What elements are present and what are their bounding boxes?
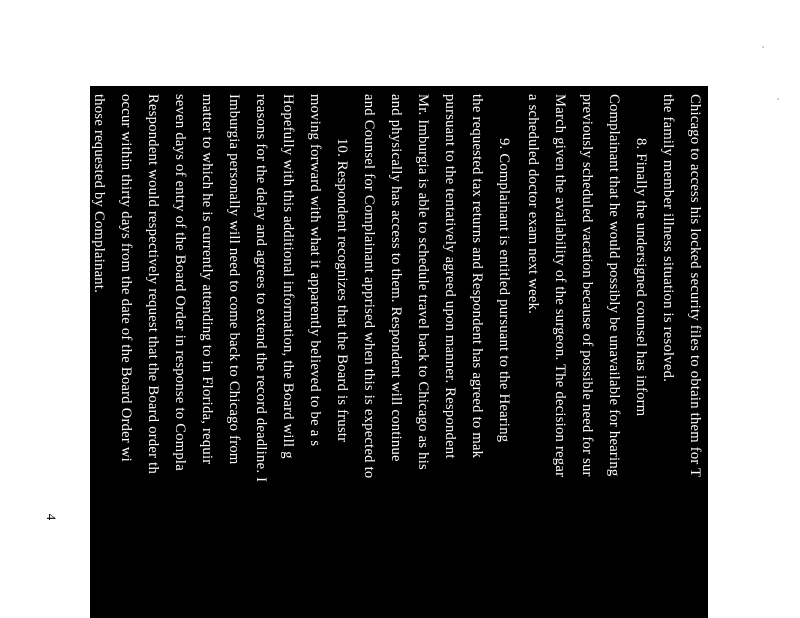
text-line: the family member illness situation is resolved. <box>660 94 676 383</box>
text-line: occur within thirty days from the date of the Board Order wi <box>118 94 134 462</box>
page-number: 4 <box>44 513 59 521</box>
text-line: 10. Respondent recognizes that the Board is frustr <box>334 138 350 443</box>
text-line: Respondent would respectively request that the Board order th <box>145 94 161 474</box>
text-line: previously scheduled vacation because of possible need for sur <box>579 94 595 477</box>
text-line: and physically has access to them. Respondent will continue <box>388 94 404 462</box>
rotated-text-body <box>90 86 708 618</box>
text-line: March given the availability of the surgeon. The decision regar <box>552 94 568 478</box>
text-line: those requested by Complainant. <box>91 94 107 294</box>
text-line: 9. Complainant is entitled pursuant to the Hearing <box>496 138 512 443</box>
text-line: Hopefully with this additional information, the Board will g <box>280 94 296 459</box>
text-line: matter to which he is currently attending to in Florida, requir <box>199 94 215 465</box>
inverted-scan-region <box>90 86 708 618</box>
text-line: reasons for the delay and agrees to extend the record deadline. I <box>253 94 269 483</box>
text-line: the requested tax returns and Respondent has agreed to mak <box>469 94 485 459</box>
text-line: and Counsel for Complainant apprised when this is expected to <box>361 94 377 479</box>
text-line: pursuant to the tentatively agreed upon manner. Respondent <box>442 94 458 459</box>
text-line: moving forward with what it apparently believed to be a s <box>307 94 323 447</box>
text-line: Imburgia personally will need to come back to Chicago from <box>226 94 242 465</box>
text-line: seven days of entry of the Board Order in response to Compla <box>172 94 188 471</box>
text-line: a scheduled doctor exam next week. <box>525 94 541 315</box>
text-line: Mr. Imburgia is able to schedule travel back to Chicago as his <box>415 94 431 470</box>
scan-speck <box>777 98 779 100</box>
text-line: Complainant that he would possibly be unavailable for hearing <box>606 94 622 477</box>
scan-speck <box>762 46 764 48</box>
text-line: Chicago to access his locked security files to obtain them for T <box>687 94 703 478</box>
text-line: 8. Finally the undersigned counsel has inform <box>633 138 649 417</box>
